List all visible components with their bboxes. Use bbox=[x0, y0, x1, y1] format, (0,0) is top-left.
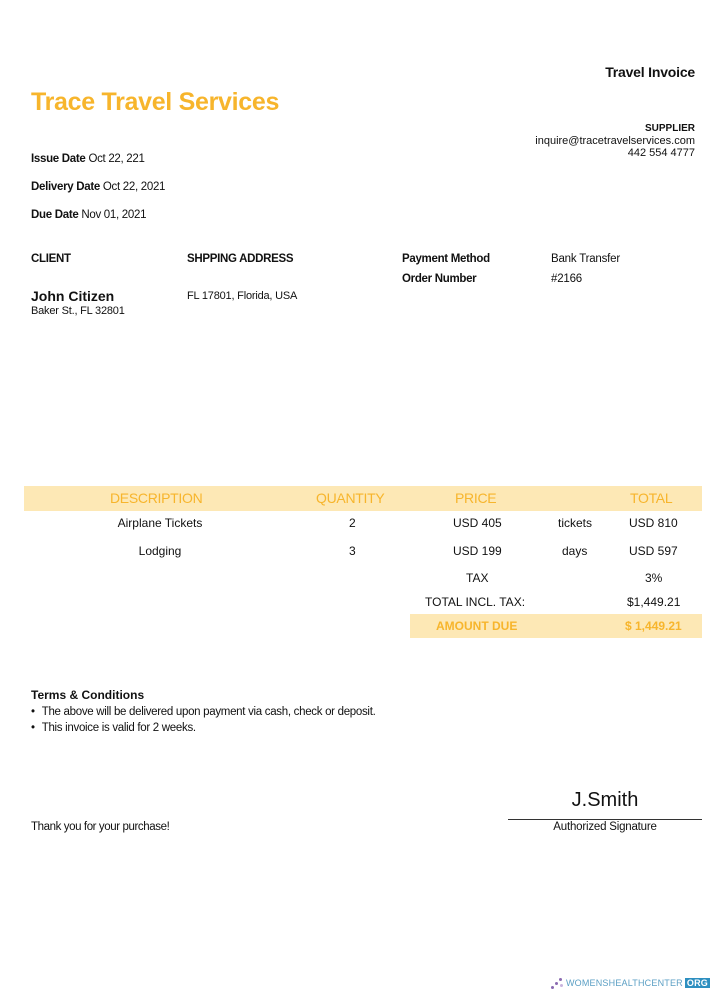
client-name: John Citizen bbox=[31, 288, 115, 304]
row-price: USD 405 bbox=[453, 516, 502, 530]
amount-due-label: AMOUNT DUE bbox=[436, 619, 518, 633]
supplier-block bbox=[535, 123, 695, 159]
delivery-date bbox=[31, 181, 165, 193]
due-date-label: Due Date bbox=[31, 209, 79, 221]
row-unit: tickets bbox=[558, 516, 593, 530]
terms-item: • The above will be delivered upon payment via cash, check or deposit. bbox=[31, 704, 375, 720]
issue-date-value: Oct 22, 221 bbox=[88, 153, 145, 165]
shipping-label: SHPPING ADDRESS bbox=[187, 253, 294, 265]
shipping-address: FL 17801, Florida, USA bbox=[187, 290, 298, 302]
watermark-text: WOMENSHEALTHCENTER bbox=[565, 978, 683, 988]
watermark-dots-icon bbox=[551, 977, 563, 989]
issue-date bbox=[31, 153, 145, 165]
thank-you-note: Thank you for your purchase! bbox=[31, 821, 170, 833]
col-total: TOTAL bbox=[630, 490, 673, 506]
delivery-date-value: Oct 22, 2021 bbox=[102, 181, 166, 193]
terms-item: • This invoice is valid for 2 weeks. bbox=[31, 720, 375, 736]
table-row bbox=[0, 544, 720, 560]
row-total: USD 597 bbox=[629, 544, 678, 558]
client-label: CLIENT bbox=[31, 253, 71, 265]
order-number-label: Order Number bbox=[402, 273, 477, 285]
due-date-value: Nov 01, 2021 bbox=[81, 209, 147, 221]
row-unit: days bbox=[562, 544, 588, 558]
table-row bbox=[0, 516, 720, 532]
document-title: Travel Invoice bbox=[605, 64, 695, 80]
issue-date-label: Issue Date bbox=[31, 153, 86, 165]
supplier-label: SUPPLIER bbox=[644, 123, 695, 134]
terms-title: Terms & Conditions bbox=[31, 688, 145, 702]
signature-label: Authorized Signature bbox=[553, 821, 657, 833]
company-name: Trace Travel Services bbox=[31, 88, 280, 116]
client-address: Baker St., FL 32801 bbox=[31, 305, 125, 317]
row-description: Airplane Tickets bbox=[117, 516, 203, 530]
row-description: Lodging bbox=[138, 544, 182, 558]
col-price: PRICE bbox=[455, 490, 497, 506]
payment-method-value: Bank Transfer bbox=[551, 253, 620, 265]
terms-list bbox=[31, 704, 375, 736]
total-incl-tax-value: $1,449.21 bbox=[627, 595, 681, 609]
supplier-email: inquire@tracetravelservices.com bbox=[535, 135, 695, 147]
amount-due-row bbox=[410, 614, 702, 638]
row-price: USD 199 bbox=[453, 544, 502, 558]
row-quantity: 2 bbox=[349, 516, 356, 530]
signature-name: J.Smith bbox=[571, 789, 639, 811]
col-quantity: QUANTITY bbox=[316, 490, 385, 506]
supplier-phone: 442 554 4777 bbox=[627, 147, 695, 159]
tax-label: TAX bbox=[466, 571, 489, 585]
due-date bbox=[31, 209, 146, 221]
total-incl-tax-label: TOTAL INCL. TAX: bbox=[425, 595, 526, 609]
tax-value: 3% bbox=[645, 571, 663, 585]
signature-line bbox=[508, 819, 702, 820]
row-total: USD 810 bbox=[629, 516, 678, 530]
delivery-date-label: Delivery Date bbox=[31, 181, 100, 193]
col-description: DESCRIPTION bbox=[110, 490, 203, 506]
order-number-value: #2166 bbox=[551, 273, 582, 285]
amount-due-value: $ 1,449.21 bbox=[625, 619, 682, 633]
row-quantity: 3 bbox=[349, 544, 356, 558]
table-header bbox=[24, 486, 702, 511]
payment-method-label: Payment Method bbox=[402, 253, 490, 265]
watermark bbox=[551, 975, 710, 991]
watermark-suffix: ORG bbox=[686, 978, 708, 988]
